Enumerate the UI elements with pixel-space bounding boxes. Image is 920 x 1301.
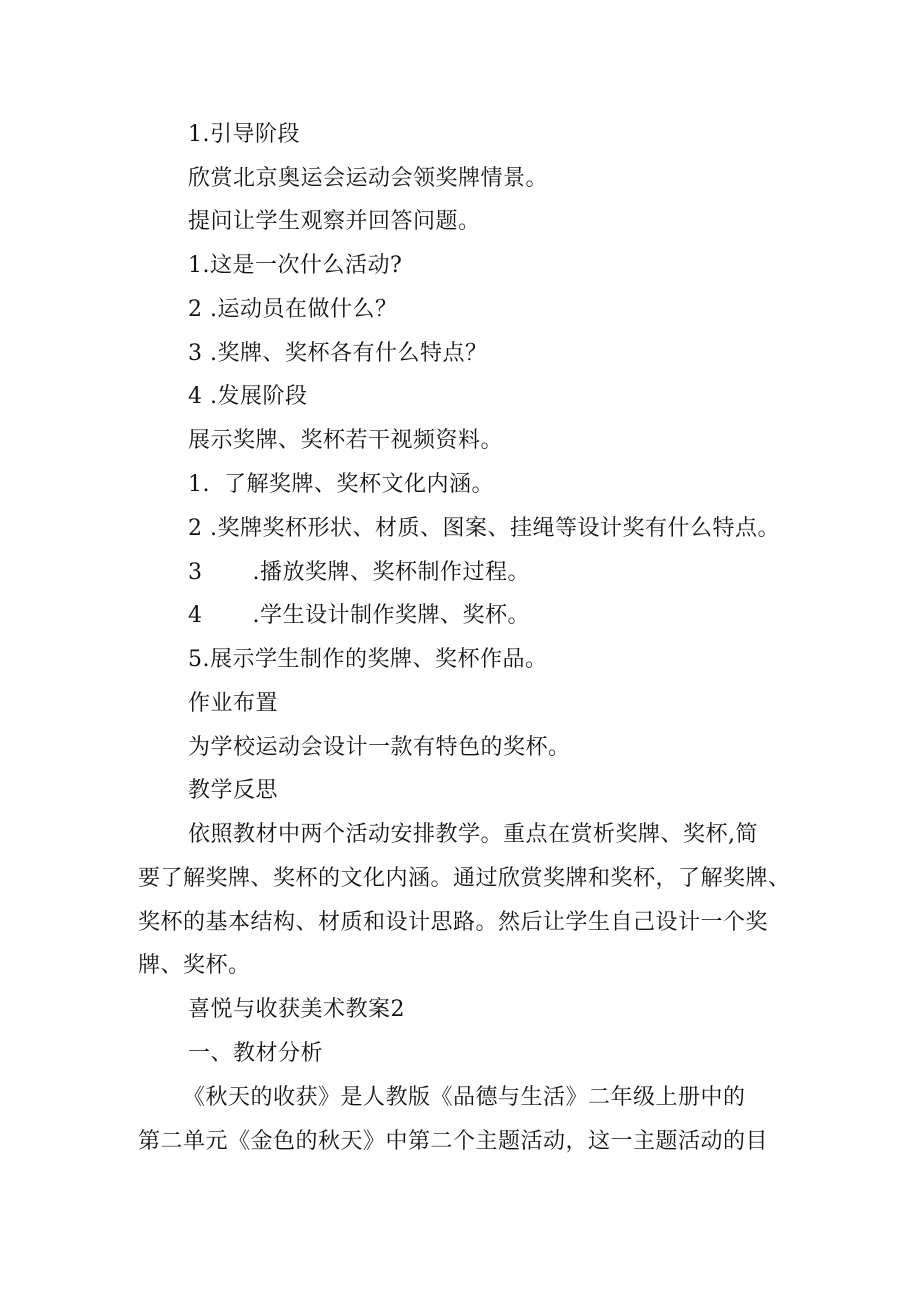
paragraph-line: 依照教材中两个活动安排教学。重点在赏析奖牌、奖杯,简 xyxy=(188,822,758,847)
paragraph-line: 第二单元《金色的秋天》中第二个主题活动，这一主题活动的目 xyxy=(138,1129,769,1154)
paragraph-line: 展示奖牌、奖杯若干视频资料。 xyxy=(188,428,504,453)
step-heading-develop: 4 .发展阶段 xyxy=(188,384,308,409)
paragraph-line: 提问让学生观察并回答问题。 xyxy=(188,209,481,234)
paragraph-line: 牌、奖杯。 xyxy=(138,953,251,978)
list-item: 2 .运动员在做什么？ xyxy=(188,297,398,322)
list-item: 2 .奖牌奖杯形状、材质、图案、挂绳等设计奖有什么特点。 xyxy=(188,516,780,541)
list-item: 1.这是一次什么活动? xyxy=(188,253,403,278)
paragraph-line: 为学校运动会设计一款有特色的奖杯。 xyxy=(188,735,571,760)
list-item xyxy=(188,471,494,499)
paragraph-line: 《秋天的收获》是人教版《品德与生活》二年级上册中的 xyxy=(183,1085,746,1110)
list-item: 5.展示学生制作的奖牌、奖杯作品。 xyxy=(188,647,548,672)
list-number: 4 xyxy=(188,603,203,628)
list-item xyxy=(188,559,530,587)
list-number: 3 xyxy=(188,560,203,585)
section-heading-reflection: 教学反思 xyxy=(188,778,279,803)
list-number: 1. xyxy=(188,472,210,497)
paragraph-line: 要了解奖牌、奖杯的文化内涵。通过欣赏奖牌和奖杯，了解奖牌、 xyxy=(138,866,791,891)
list-item: 3 .奖牌、奖杯各有什么特点？ xyxy=(188,341,488,366)
lesson-title: 喜悦与收获美术教案2 xyxy=(188,997,405,1022)
section-heading-homework: 作业布置 xyxy=(188,691,279,716)
section-heading-analysis: 一、教材分析 xyxy=(188,1041,324,1066)
list-text: 了解奖牌、奖杯文化内涵。 xyxy=(224,472,495,497)
list-text: .学生设计制作奖牌、奖杯。 xyxy=(252,603,530,628)
paragraph-line: 欣赏北京奥运会运动会领奖牌情景。 xyxy=(188,166,549,191)
paragraph-line: 奖杯的基本结构、材质和设计思路。然后让学生自己设计一个奖 xyxy=(138,910,769,935)
list-item xyxy=(188,602,530,630)
step-heading-guide: 1.引导阶段 xyxy=(188,122,300,147)
list-text: .播放奖牌、奖杯制作过程。 xyxy=(252,560,530,585)
